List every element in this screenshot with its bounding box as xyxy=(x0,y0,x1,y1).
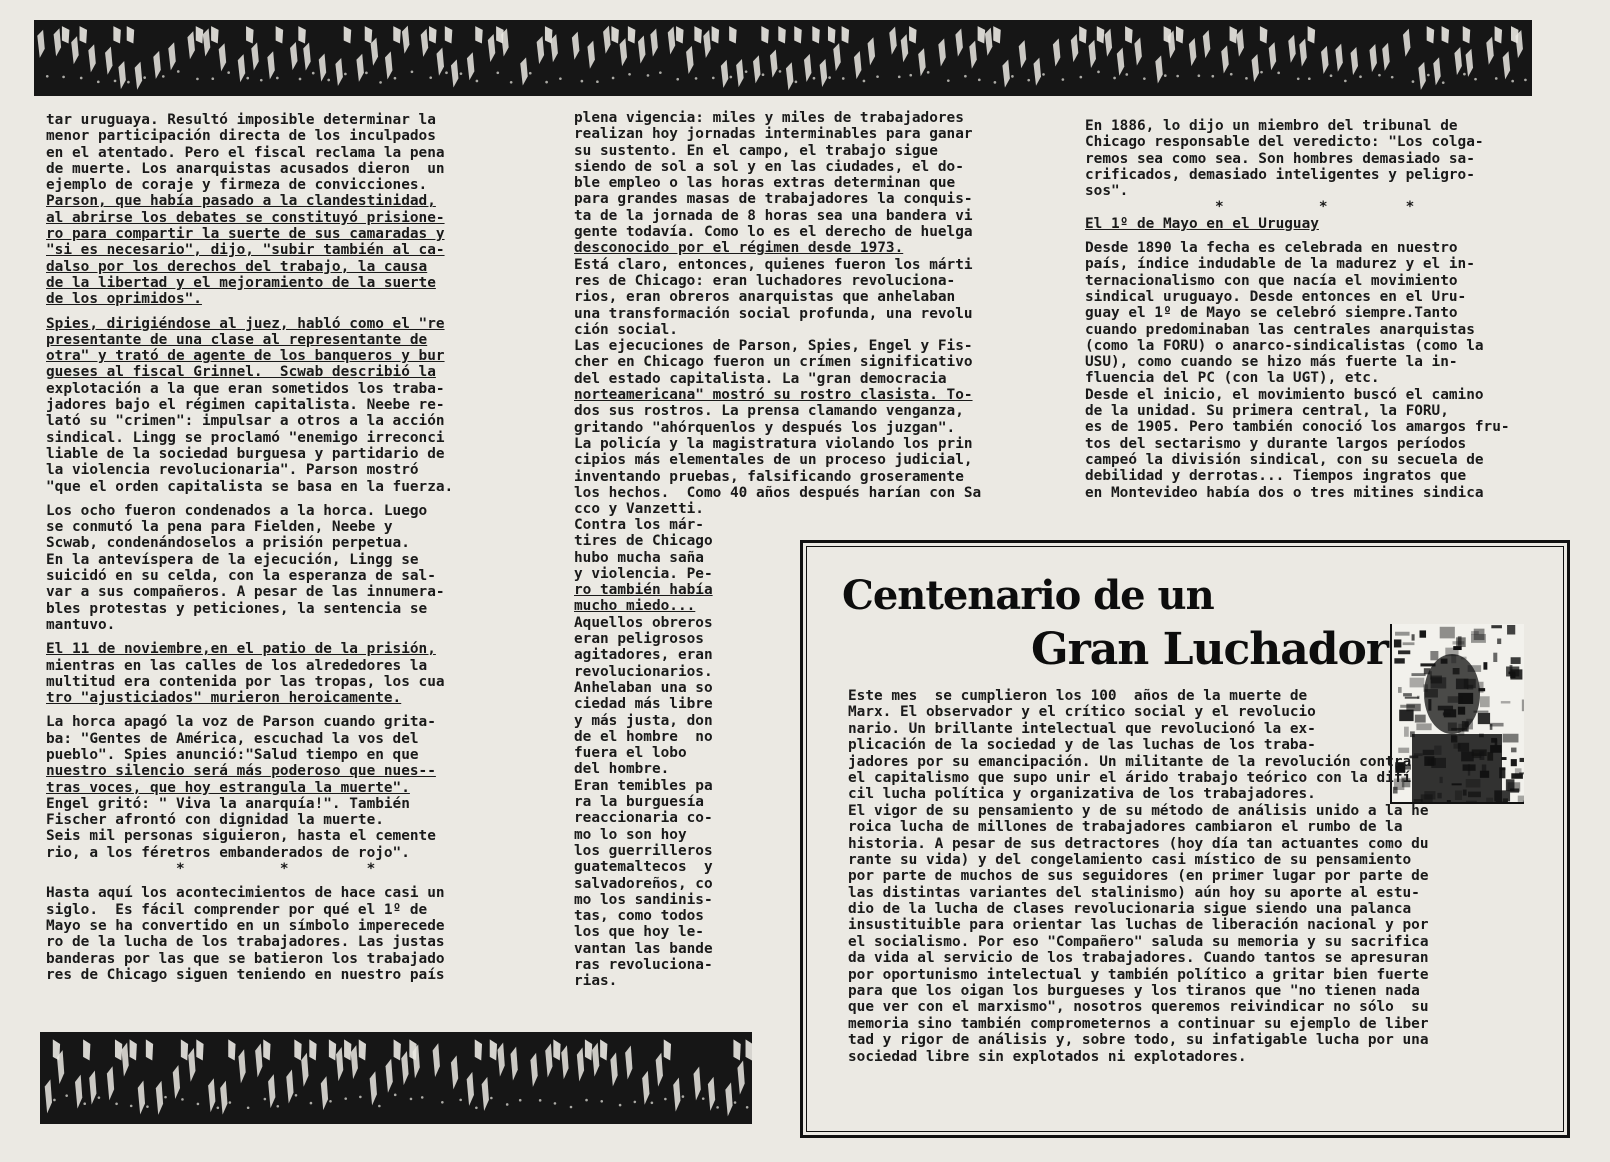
text-line: dos sus rostros. La prensa clamando venganza, xyxy=(574,403,964,420)
text-line: El 11 de noviembre,en el patio de la prisión, xyxy=(46,641,436,658)
text-line: sindical. Lingg se proclamó "enemigo irreconci xyxy=(46,429,445,446)
text-line: y más justa, don xyxy=(574,712,713,729)
text-line: Desde 1890 la fecha es celebrada en nuestro xyxy=(1085,240,1458,257)
text-line: desconocido por el régimen desde 1973. xyxy=(574,240,904,257)
text-line: salvadoreños, co xyxy=(574,875,713,892)
text-line: ciedad más libre xyxy=(574,696,713,713)
text-line: Spies, dirigiéndose al juez, habló como el "re xyxy=(46,315,445,332)
box-title-line-1: Centenario de un xyxy=(842,572,1214,619)
text-line: mucho miedo... xyxy=(574,598,696,615)
text-line: gente todavía. Como lo es el derecho de huelga xyxy=(574,224,973,241)
text-line: "si es necesario", dijo, "subir también al ca- xyxy=(46,242,445,259)
text-line: los guerrilleros xyxy=(574,842,713,859)
box-title-line-2: Gran Luchador xyxy=(1031,624,1389,675)
text-line: USU), como cuando se hizo más fuerte la in- xyxy=(1085,354,1458,371)
text-line: var a sus compañeros. A pesar de las innumera- xyxy=(46,584,445,601)
text-line: ras revoluciona- xyxy=(574,957,713,974)
paragraph-gap xyxy=(46,495,453,503)
text-line: tos del sectarismo y durante largos períodos xyxy=(1085,435,1467,452)
text-line: agitadores, eran xyxy=(574,647,713,664)
text-line: La horca apagó la voz de Parson cuando grita- xyxy=(46,714,436,731)
column-1-text xyxy=(46,112,453,983)
text-line: rios, eran obreros anarquistas que anhelaban xyxy=(574,289,956,306)
column-3-text xyxy=(1085,118,1510,501)
text-line: jadores bajo el régimen capitalista. Neebe re- xyxy=(46,397,445,414)
text-line: Scwab, condenándoselos a prisión perpetua. xyxy=(46,535,410,552)
text-line: Fischer afrontó con dignidad la muerte. xyxy=(46,812,384,829)
text-line: ble empleo o las horas extras determinan que xyxy=(574,175,956,192)
text-line: Este mes se cumplieron los 100 años de la muerte de xyxy=(848,688,1308,704)
text-line: ejemplo de coraje y firmeza de convicciones. xyxy=(46,177,428,194)
text-line: bles protestas y peticiones, la sentencia se xyxy=(46,600,428,617)
text-line: ba: "Gentes de América, escuchad la vos del xyxy=(46,730,419,747)
text-line: Engel gritó: " Viva la anarquía!". También xyxy=(46,795,410,812)
marching-crowd-icon xyxy=(40,1032,752,1124)
text-line: de la libertad y el mejoramiento de la suerte xyxy=(46,274,436,291)
text-line: rio, a los féretros embanderados de rojo". xyxy=(46,844,410,861)
text-line: debilidad y derrotas... Tiempos ingratos que xyxy=(1085,468,1467,485)
text-line: hubo mucha saña xyxy=(574,549,704,566)
text-line: plena vigencia: miles y miles de trabajadores xyxy=(574,110,964,126)
text-line: da vida al servicio de los trabajadores. Cuando tantos se apresuran xyxy=(848,950,1429,967)
text-line: gritando "ahórquenlos y después los juzgan". xyxy=(574,419,956,436)
text-line: nuestro silencio será más poderoso que nues-- xyxy=(46,763,436,780)
text-line: eran peligrosos xyxy=(574,631,704,648)
text-line: ro de la lucha de los trabajadores. Las justas xyxy=(46,934,445,951)
text-line: cipios más elementales de un proceso judicial, xyxy=(574,452,973,469)
text-line: menor participación directa de los inculpados xyxy=(46,128,436,145)
text-line: campeó la división sindical, con su secuela de xyxy=(1085,451,1484,468)
text-line: insustituible para orientar las luchas de liberación nacional y por xyxy=(848,917,1429,934)
text-line: Hasta aquí los acontecimientos de hace casi un xyxy=(46,885,445,902)
text-line: jadores por su emancipación. Un militante de la revolución contra xyxy=(848,753,1412,770)
text-line: Aquellos obreros xyxy=(574,614,713,631)
text-line: La policía y la magistratura violando los prin xyxy=(574,435,973,452)
text-line: el capitalismo que supo unir el árido trabajo teórico con la difí xyxy=(848,769,1412,786)
text-line: para grandes masas de trabajadores la conquis- xyxy=(574,191,973,208)
text-line: Contra los már- xyxy=(574,517,704,533)
text-line: del hombre. xyxy=(574,761,670,778)
text-line: Anhelaban una so xyxy=(574,679,713,696)
text-line: Eran temibles pa xyxy=(574,777,713,794)
text-line: que ver con el marxismo", nosotros queremos reivindicar no sólo su xyxy=(848,999,1429,1016)
text-line: banderas por las que se batieron los trabajado xyxy=(46,950,445,967)
text-line: cher en Chicago fueron un crímen significativo xyxy=(574,354,973,371)
text-line: revolucionarios. xyxy=(574,663,713,680)
text-line: dalso por los derechos del trabajo, la causa xyxy=(46,258,428,275)
text-line: Mayo se ha convertido en un símbolo imperecede xyxy=(46,917,445,934)
text-line: Chicago responsable del veredicto: "Los colga- xyxy=(1085,134,1484,151)
top-banner-crowd-illustration xyxy=(34,20,1532,96)
text-line: norteamericana" mostró su rostro clasista. To- xyxy=(574,387,973,404)
text-line: Los ocho fueron condenados a la horca. Luego xyxy=(46,502,428,519)
text-line: mo los sandinis- xyxy=(574,891,713,908)
text-line: crificados, demasiado inteligentes y peligro- xyxy=(1085,166,1475,183)
text-line: la violencia revolucionaria". Parson mostró xyxy=(46,462,419,479)
text-line: suicidó en su celda, con la esperanza de sal- xyxy=(46,568,436,585)
text-line: mientras en las calles de los alrededores la xyxy=(46,657,428,674)
text-line: por oportunismo intelectual y también político a gritar bien fuerte xyxy=(848,966,1429,983)
text-line: fuera el lobo xyxy=(574,745,687,762)
text-line: El 1º de Mayo en el Uruguay xyxy=(1085,215,1319,232)
text-line: El vigor de su pensamiento y de su método de análisis unido a la he xyxy=(848,802,1429,819)
text-line: ta de la jornada de 8 horas sea una bandera vi xyxy=(574,207,973,224)
text-line: memoria sino también comprometernos a continuar su ejemplo de liber xyxy=(848,1015,1429,1032)
paragraph-gap xyxy=(46,308,453,316)
text-line: guatemaltecos y xyxy=(574,859,713,876)
text-line: dio de la lucha de clases revolucionaria sigue siendo una palanca xyxy=(848,901,1412,918)
text-line: roica lucha de millones de trabajadores cambiaron el rumbo de la xyxy=(848,819,1403,836)
text-line: ro también había xyxy=(574,582,713,599)
text-line: * * * xyxy=(1085,199,1415,216)
text-line: historia. A pesar de sus detractores (hoy día tan actuantes como du xyxy=(848,835,1429,852)
text-line: mantuvo. xyxy=(46,616,116,633)
paragraph-gap xyxy=(46,706,453,714)
text-line: reaccionaria co- xyxy=(574,810,713,827)
text-line: mo lo son hoy xyxy=(574,826,687,843)
text-line: al abrirse los debates se constituyó prisione- xyxy=(46,209,445,226)
text-line: de la unidad. Su primera central, la FORU, xyxy=(1085,403,1449,420)
text-line: cil lucha política y organizativa de los trabajadores. xyxy=(848,786,1316,803)
text-line: res de Chicago siguen teniendo en nuestro país xyxy=(46,966,445,983)
text-line: guay el 1º de Mayo se celebró siempre.Tanto xyxy=(1085,305,1458,322)
text-line: pueblo". Spies anunció:"Salud tiempo en que xyxy=(46,746,419,763)
text-line: tad y rigor de análisis y, sobre todo, su infatigable lucha por una xyxy=(848,1032,1429,1049)
text-line: multitud era contenida por las tropas, los cua xyxy=(46,673,445,690)
text-line: las distintas variantes del stalinismo) aún hoy su aporte al estu- xyxy=(848,884,1420,901)
box-body-text xyxy=(848,688,1428,1065)
text-line: explotación a la que eran sometidos los traba- xyxy=(46,380,445,397)
text-line: remos sea como sea. Son hombres demasiado sa- xyxy=(1085,150,1475,167)
text-line: cuando predominaban las centrales anarquistas xyxy=(1085,321,1475,338)
text-line: liable de la sociedad burguesa y partidario de xyxy=(46,445,445,462)
text-line: Está claro, entonces, quienes fueron los márti xyxy=(574,256,973,273)
text-line: se conmutó la pena para Fielden, Neebe y xyxy=(46,519,393,536)
text-line: de el hombre no xyxy=(574,728,713,745)
text-line: Las ejecuciones de Parson, Spies, Engel y Fis- xyxy=(574,338,973,355)
text-line: "que el orden capitalista se basa en la fuerza. xyxy=(46,478,454,495)
text-line: gueses al fiscal Grinnel. Scwab describió la xyxy=(46,364,436,381)
text-line: sos". xyxy=(1085,183,1129,200)
text-line: de muerte. Los anarquistas acusados dieron un xyxy=(46,160,445,177)
paragraph-gap xyxy=(46,633,453,641)
bottom-banner-crowd-illustration xyxy=(40,1032,752,1124)
text-line: su sustento. En el campo, el trabajo sigue xyxy=(574,142,938,159)
column-2-narrow-text xyxy=(574,517,713,990)
text-line: siendo de sol a sol y en las ciudades, el do- xyxy=(574,158,964,175)
text-line: nario. Un brillante intelectual que revolucionó la ex- xyxy=(848,720,1316,737)
text-line: el socialismo. Por eso "Compañero" saluda su memoria y su sacrifica xyxy=(848,933,1429,950)
text-line: En 1886, lo dijo un miembro del tribunal de xyxy=(1085,118,1458,134)
text-line: plicación de la sociedad y de las luchas de los traba- xyxy=(848,737,1316,754)
text-line: sindical uruguayo. Desde entonces en el Uru- xyxy=(1085,288,1467,305)
text-line: En la antevíspera de la ejecución, Lingg se xyxy=(46,551,419,568)
text-line: tar uruguaya. Resultó imposible determinar la xyxy=(46,112,436,128)
text-line: ra la burguesía xyxy=(574,794,704,811)
text-line: otra" y trató de agente de los banqueros y bur xyxy=(46,348,445,365)
text-line: ternacionalismo con que nacía el movimiento xyxy=(1085,272,1458,289)
text-line: tro "ajusticiados" murieron heroicamente. xyxy=(46,690,402,707)
text-line: tas, como todos xyxy=(574,908,704,925)
text-line: país, índice indudable de la madurez y el in- xyxy=(1085,256,1475,273)
text-line: siglo. Es fácil comprender por qué el 1º de xyxy=(46,901,428,918)
text-line: Marx. El observador y el crítico social y el revolucio xyxy=(848,704,1316,721)
text-line: Parson, que había pasado a la clandestinidad, xyxy=(46,193,436,210)
paragraph-gap xyxy=(1085,232,1510,240)
text-line: Seis mil personas siguieron, hasta el cemente xyxy=(46,828,436,845)
text-line: tras voces, que hoy estrangula la muerte". xyxy=(46,779,410,796)
text-line: vantan las bande xyxy=(574,940,713,957)
text-line: cco y Vanzetti. xyxy=(574,501,704,518)
paragraph-gap xyxy=(46,877,453,885)
text-line: lató su "crimen": impulsar a otros a la acción xyxy=(46,413,445,430)
text-line: (como la FORU) o anarco-sindicalistas (como la xyxy=(1085,337,1484,354)
text-line: ro para compartir la suerte de sus camaradas y xyxy=(46,226,445,243)
text-line: por parte de muchos de sus seguidores (en primer lugar por parte de xyxy=(848,868,1429,885)
text-line: inventando pruebas, falsificando groseramente xyxy=(574,468,964,485)
text-line: en el atentado. Pero el fiscal reclama la pena xyxy=(46,144,445,161)
text-line: es de 1905. Pero también conoció los amargos fru- xyxy=(1085,419,1510,436)
text-line: fluencia del PC (con la UGT), etc. xyxy=(1085,370,1380,387)
text-line: tires de Chicago xyxy=(574,533,713,550)
text-line: Desde el inicio, el movimiento buscó el camino xyxy=(1085,386,1484,403)
text-line: res de Chicago: eran luchadores revoluciona- xyxy=(574,272,956,289)
text-line: realizan hoy jornadas interminables para ganar xyxy=(574,126,973,143)
text-line: ción social. xyxy=(574,321,678,338)
text-line: del estado capitalista. La "gran democracia xyxy=(574,370,947,387)
text-line: los que hoy le- xyxy=(574,924,704,941)
text-line: de los oprimidos". xyxy=(46,291,202,308)
text-line: los hechos. Como 40 años después harían con Sa xyxy=(574,484,982,501)
text-line: sociedad libre sin explotados ni explotadores. xyxy=(848,1048,1247,1065)
text-line: presentante de una clase al representante de xyxy=(46,331,428,348)
text-line: rante su vida) y del congelamiento casi místico de su pensamiento xyxy=(848,851,1412,868)
text-line: para que los oigan los burgueses y los tiranos que "no tienen nada xyxy=(848,983,1420,1000)
column-2-text xyxy=(574,110,981,517)
text-line: una transformación social profunda, una revolu xyxy=(574,305,973,322)
text-line: rias. xyxy=(574,973,618,990)
text-line: en Montevideo había dos o tres mitines sindica xyxy=(1085,484,1484,501)
text-line: * * * xyxy=(46,861,376,878)
text-line: y violencia. Pe- xyxy=(574,565,713,582)
marching-crowd-icon xyxy=(34,20,1532,96)
